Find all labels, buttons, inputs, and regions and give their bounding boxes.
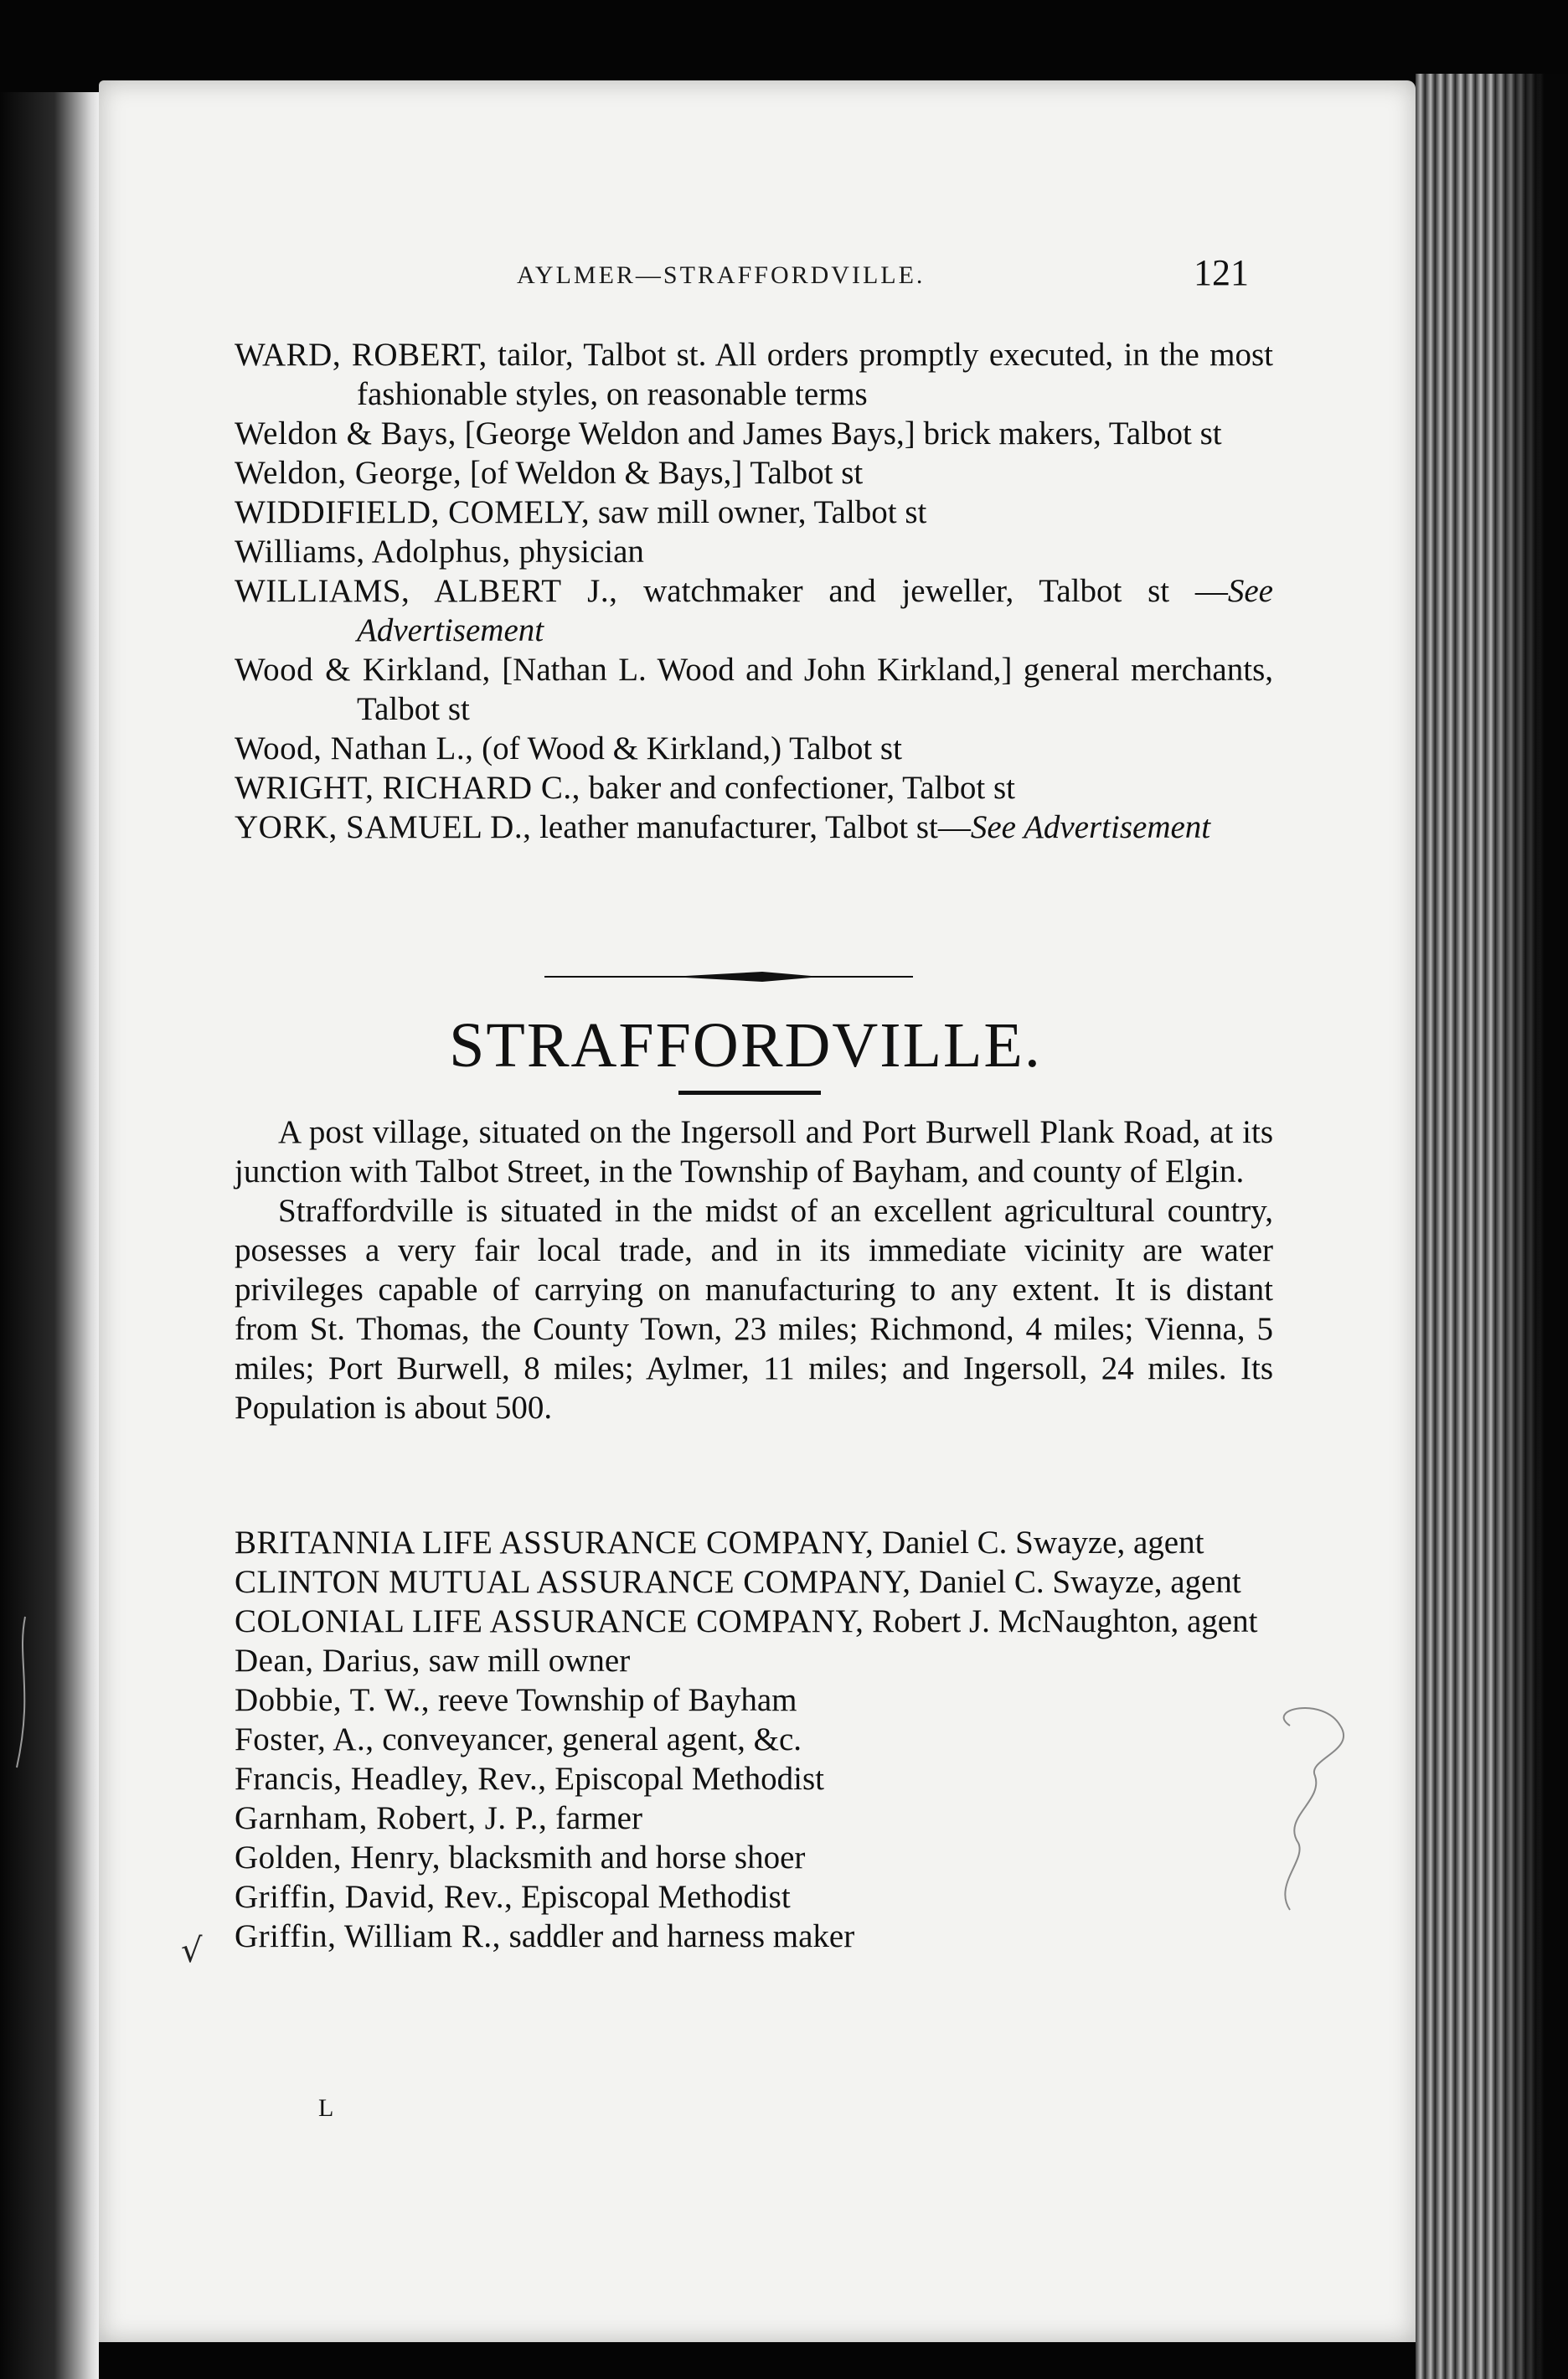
directory-entry <box>235 1759 1273 1798</box>
entry-name: WRIGHT, RICHARD C., <box>235 770 580 806</box>
entry-details: blacksmith and horse shoer <box>441 1840 806 1876</box>
directory-entry <box>235 414 1273 453</box>
directory-entry <box>235 1720 1273 1759</box>
entry-details: physician <box>510 534 644 570</box>
directory-entry <box>235 1838 1273 1877</box>
entry-details: Episcopal Methodist <box>513 1879 791 1915</box>
entry-details: watchmaker and jeweller, Talbot st — <box>617 573 1228 609</box>
entry-details: saw mill owner, Talbot st <box>590 494 927 530</box>
straffordville-directory-list <box>235 1523 1273 1956</box>
section-title: STRAFFORDVILLE. <box>449 1010 1042 1081</box>
entry-details: farmer <box>547 1800 642 1836</box>
directory-entry <box>235 650 1273 729</box>
running-head: AYLMER—STRAFFORDVILLE. <box>517 261 926 289</box>
entry-name: Garnham, Robert, J. P., <box>235 1800 548 1836</box>
aylmer-directory-list <box>235 335 1273 847</box>
entry-name: Weldon & Bays, <box>235 415 456 452</box>
entry-details: leather manufacturer, Talbot st— <box>531 809 971 845</box>
section-description <box>235 1112 1273 1427</box>
directory-entry <box>235 1602 1273 1641</box>
entry-details: saddler and harness maker <box>500 1918 855 1954</box>
entry-name: Dean, Darius, <box>235 1643 421 1679</box>
entry-name: Griffin, David, Rev., <box>235 1879 513 1915</box>
left-margin-mark <box>0 1608 50 1776</box>
edge-fade <box>1491 74 1568 2379</box>
entry-name: Weldon, George, <box>235 455 462 491</box>
entry-details: [of Weldon & Bays,] Talbot st <box>462 455 864 491</box>
entry-details: saw mill owner <box>420 1643 631 1679</box>
entry-name: Foster, A., <box>235 1721 374 1757</box>
directory-entry <box>235 1680 1273 1720</box>
entry-details: Episcopal Methodist <box>546 1761 824 1797</box>
entry-details: [George Weldon and James Bays,] brick makers, Talbot st <box>456 415 1222 452</box>
entry-name: Williams, Adolphus, <box>235 534 511 570</box>
entry-name: Wood & Kirkland, <box>235 652 491 688</box>
entry-name: Golden, Henry, <box>235 1840 441 1876</box>
directory-entry <box>235 1562 1273 1602</box>
entry-see-advertisement: See Advertisement <box>357 573 1273 648</box>
entry-details: baker and confectioner, Talbot st <box>580 770 1015 806</box>
entry-details: (of Wood & Kirkland,) Talbot st <box>473 730 902 766</box>
directory-entry <box>235 729 1273 768</box>
directory-entry <box>235 1523 1273 1562</box>
page-number: 121 <box>1194 252 1249 293</box>
directory-entry <box>235 532 1273 571</box>
entry-details: Daniel C. Swayze, agent <box>874 1525 1204 1561</box>
entry-see-advertisement: See Advertisement <box>970 809 1211 845</box>
entry-name: CLINTON MUTUAL ASSURANCE COMPANY, <box>235 1564 911 1600</box>
description-paragraph: A post village, situated on the Ingersoll and Port Burwell Plank Road, at its junction with Talbot Street, in the Township of Bayham, and county of Elgin. <box>235 1114 1273 1190</box>
directory-entry <box>235 493 1273 532</box>
title-rule <box>678 1091 821 1095</box>
directory-entry <box>235 1877 1273 1917</box>
section-divider-ornament <box>544 969 913 984</box>
entry-name: WIDDIFIELD, COMELY, <box>235 494 591 530</box>
entry-name: BRITANNIA LIFE ASSURANCE COMPANY, <box>235 1525 874 1561</box>
directory-entry <box>235 453 1273 493</box>
directory-entry <box>235 808 1273 847</box>
entry-name: WILLIAMS, ALBERT J., <box>235 573 618 609</box>
entry-details: Daniel C. Swayze, agent <box>910 1564 1241 1600</box>
margin-pencil-scribble <box>1256 1700 1382 1918</box>
entry-details: conveyancer, general agent, &c. <box>374 1721 802 1757</box>
entry-name: Francis, Headley, Rev., <box>235 1761 547 1797</box>
entry-name: COLONIAL LIFE ASSURANCE COMPANY, <box>235 1603 864 1639</box>
directory-entry <box>235 768 1273 808</box>
directory-entry <box>235 1798 1273 1838</box>
handwritten-check-mark: √ <box>181 1932 203 1970</box>
entry-name: Wood, Nathan L., <box>235 730 474 766</box>
description-paragraph: Straffordville is situated in the midst of an excellent agricultural country, posesses a very fair local trade, and in its immediate vicinity are water privileges capable of carrying on manufacturing to any extent. It is distant from St. Thomas, the County Town, 23 miles; Richmond, 4 miles; Vienna, 5 miles; Port Burwell, 8 miles; Aylmer, 11 miles; and Ingersoll, 24 miles. Its Population is about 500. <box>235 1193 1273 1426</box>
entry-details: Robert J. McNaughton, agent <box>864 1603 1258 1639</box>
entry-details: tailor, Talbot st. All orders promptly executed, in the most fashionable styles, on reasonable terms <box>357 337 1273 412</box>
book-spine-shadow <box>0 92 99 2379</box>
entry-name: Dobbie, T. W., <box>235 1682 431 1718</box>
entry-name: WARD, ROBERT, <box>235 337 487 373</box>
entry-name: Griffin, William R., <box>235 1918 501 1954</box>
directory-entry <box>235 1917 1273 1956</box>
directory-entry <box>235 335 1273 414</box>
entry-details: [Nathan L. Wood and John Kirkland,] general merchants, Talbot st <box>357 652 1273 727</box>
directory-entry <box>235 1641 1273 1680</box>
page-edges <box>1416 74 1568 2379</box>
signature-mark: L <box>318 2094 334 2122</box>
entry-details: reeve Township of Bayham <box>430 1682 797 1718</box>
directory-entry <box>235 571 1273 650</box>
entry-name: YORK, SAMUEL D., <box>235 809 532 845</box>
